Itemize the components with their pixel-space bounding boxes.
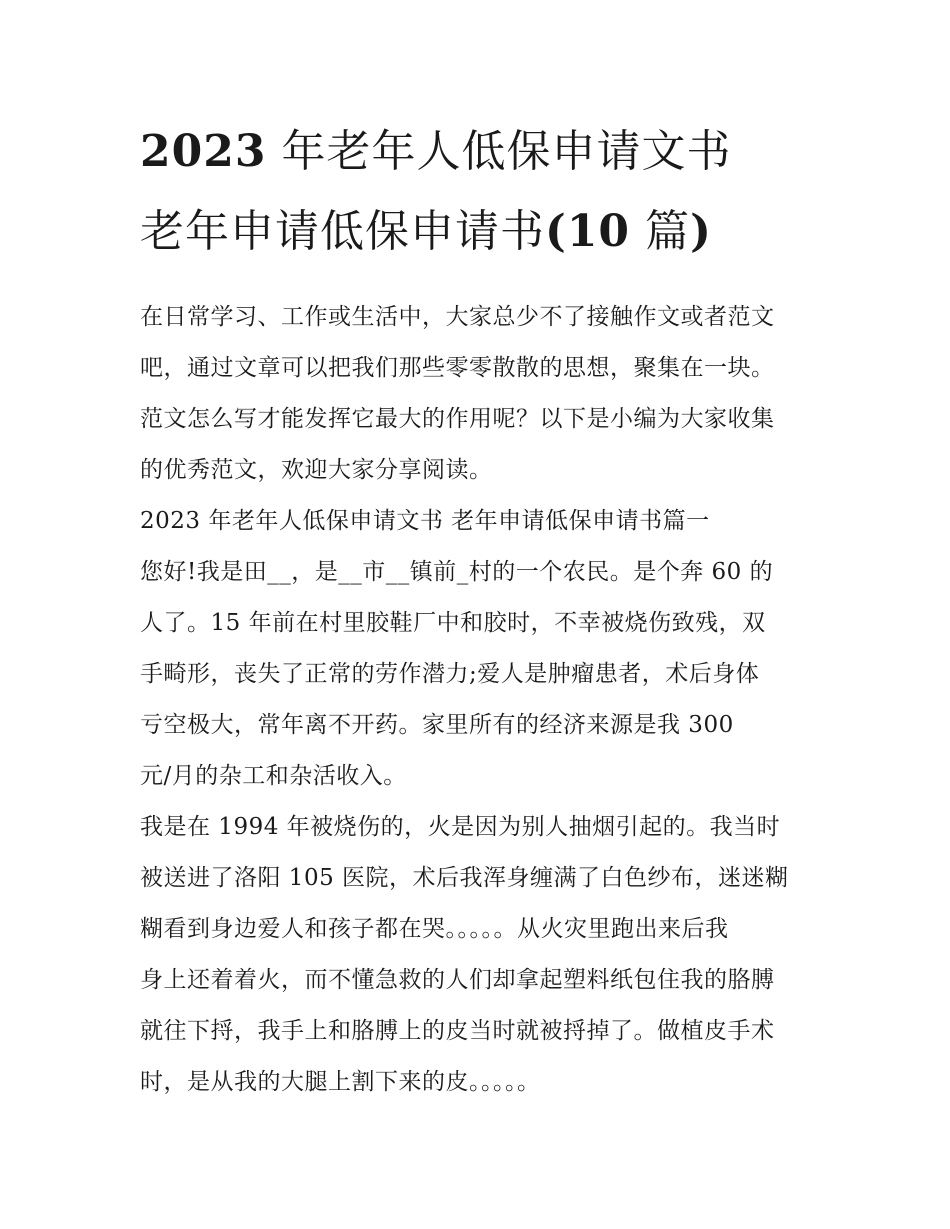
title-count-unit: 篇 — [645, 206, 691, 257]
paragraph-line: 被送进了洛阳 105 医院，术后我浑身缠满了白色纱布，迷迷糊 — [140, 865, 789, 891]
title-line-1 — [140, 112, 820, 192]
section-heading-text: 2023 年老年人低保申请文书 老年申请低保申请书篇一 — [140, 508, 710, 534]
paragraph-line: 我是在 1994 年被烧伤的，火是因为别人抽烟引起的。我当时 — [140, 814, 781, 840]
paragraph-line: 糊看到身边爱人和孩子都在哭。。。。。从火灾里跑出来后我 — [140, 916, 729, 942]
body-paragraph-1 — [140, 547, 820, 802]
paragraph-line: 您好!我是田__，是__市__镇前_村的一个农民。是个奔 60 的 — [140, 559, 774, 585]
paragraph-line: 就往下捋，我手上和胳膊上的皮当时就被捋掉了。做植皮手术 — [140, 1018, 775, 1044]
paragraph-line: 亏空极大，常年离不开药。家里所有的经济来源是我 300 — [140, 712, 734, 738]
intro-line: 范文怎么写才能发挥它最大的作用呢？以下是小编为大家收集 — [140, 406, 775, 432]
section-heading — [140, 496, 820, 547]
title-line-2 — [140, 192, 820, 272]
paragraph-line: 时，是从我的大腿上割下来的皮。。。。。 — [140, 1069, 541, 1095]
title-line-1-text: 年老年人低保申请文书 — [281, 126, 732, 177]
body-paragraph-2 — [140, 802, 820, 1108]
intro-line: 的优秀范文，欢迎大家分享阅读。 — [140, 457, 493, 483]
intro-line: 吧，通过文章可以把我们那些零零散散的思想，聚集在一块。 — [140, 355, 775, 381]
document-title — [140, 112, 820, 272]
paragraph-line: 手畸形，丧失了正常的劳作潜力;爱人是肿瘤患者，术后身体 — [140, 661, 760, 687]
title-count: (10 — [545, 206, 631, 257]
title-line-2-text: 老年申请低保申请书 — [140, 206, 545, 257]
intro-paragraph — [140, 292, 820, 496]
paragraph-line: 人了。15 年前在村里胶鞋厂中和胶时，不幸被烧伤致残，双 — [140, 610, 766, 636]
intro-line: 在日常学习、工作或生活中，大家总少不了接触作文或者范文 — [140, 304, 775, 330]
paragraph-line: 元/月的杂工和杂活收入。 — [140, 763, 407, 789]
paragraph-line: 身上还着着火，而不懂急救的人们却拿起塑料纸包住我的胳膊 — [140, 967, 775, 993]
document-page — [140, 112, 820, 1108]
title-close-paren: ) — [690, 206, 712, 257]
title-year: 2023 — [140, 126, 267, 177]
